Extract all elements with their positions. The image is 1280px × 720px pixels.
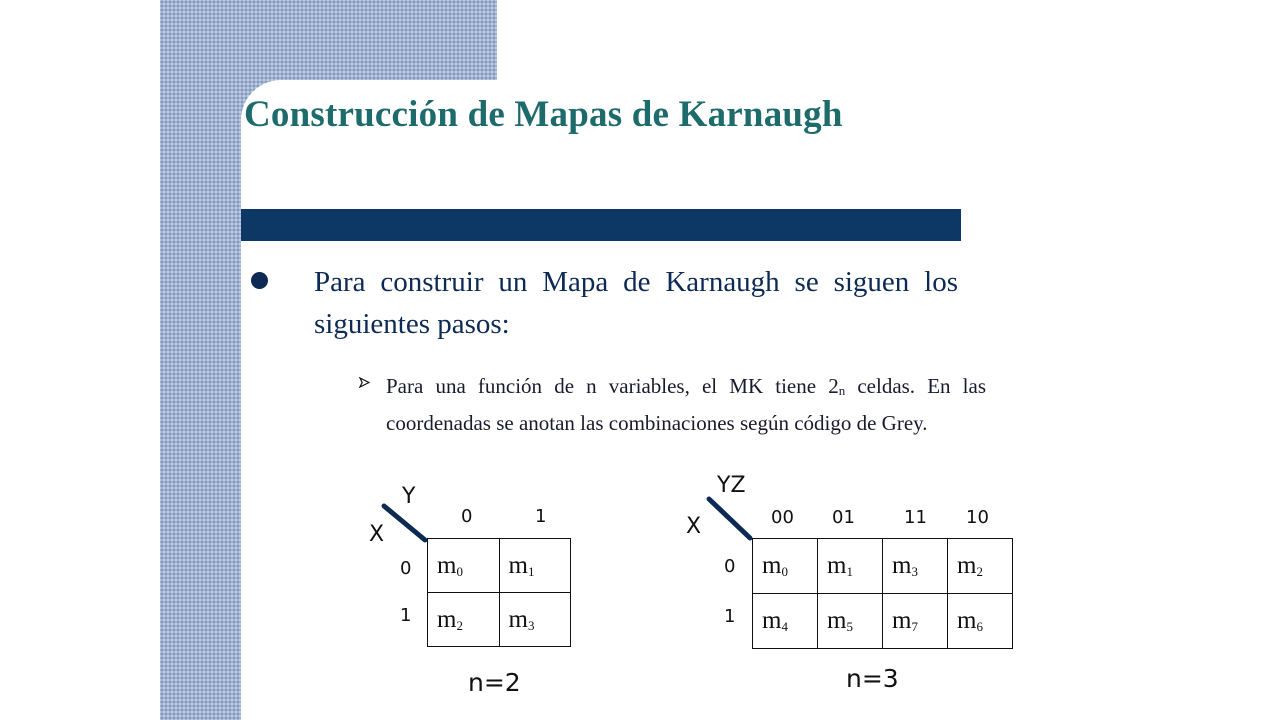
map3-col-header-1: 01 [832,507,855,528]
map2-caption: n=2 [468,668,521,697]
map3-cell [883,539,948,594]
cell-base: m [437,551,457,579]
map3-row-var: X [686,514,702,539]
map3-cell [948,594,1013,649]
map2-diagonal-divider [380,503,430,543]
map3-col-header-2: 11 [904,507,927,528]
map2-cell [428,539,500,593]
map3-row [753,539,1013,594]
bullet-dot-icon [251,272,268,289]
map3-row-header-0: 0 [724,556,736,577]
map2-row-header-1: 1 [400,605,412,626]
bullet-text: Para construir un Mapa de Karnaugh se siguen los siguientes pasos: [314,266,958,340]
map3-cell [753,594,818,649]
cell-base: m [508,551,528,579]
map2-row [428,539,571,593]
cell-index: 5 [846,619,853,634]
title-underline-bar [241,209,961,241]
cell-index: 1 [527,563,535,579]
sub-bullet-part1: Para una función de n variables, el MK tiene 2 [386,374,839,398]
karnaugh-map-3 [752,538,1013,649]
cell-index: 3 [911,564,918,579]
map2-cell [428,593,500,647]
slide-title: Construcción de Mapas de Karnaugh [244,94,843,135]
map3-diagonal-divider [705,496,755,542]
map2-col-header-1: 1 [535,506,547,527]
cell-base: m [437,605,457,633]
cell-base: m [508,605,528,633]
map3-cell [753,539,818,594]
map2-col-header-0: 0 [461,506,473,527]
cell-index: 2 [976,564,983,579]
sub-bullet-part2: celdas. En las coordenadas se anotan las combinaciones según código de Grey. [386,374,986,435]
map3-row [753,594,1013,649]
cell-base: m [827,607,847,634]
map3-col-header-0: 00 [771,507,794,528]
cell-index: 0 [781,564,788,579]
map2-cell [499,593,571,647]
map2-col-var: Y [402,484,416,509]
map3-col-header-3: 10 [966,507,989,528]
sub-bullet-subscript: n [838,383,846,398]
cell-index: 2 [456,617,463,633]
map2-row-var: X [369,522,385,547]
map3-col-var: YZ [717,473,746,498]
cell-index: 6 [976,619,983,634]
arrow-bullet-icon [359,377,370,388]
cell-base: m [827,552,847,579]
cell-index: 0 [456,563,463,579]
map3-cell [948,539,1013,594]
karnaugh-map-2 [427,538,571,647]
cell-base: m [892,552,912,579]
map2-row [428,593,571,647]
cell-index: 3 [527,617,535,633]
cell-index: 4 [781,619,788,634]
map2-cell [499,539,571,593]
map3-cell [818,539,883,594]
cell-base: m [957,552,977,579]
cell-base: m [762,607,782,634]
cell-index: 1 [846,564,853,579]
sub-bullet-text [386,370,986,440]
map3-row-header-1: 1 [724,606,736,627]
map2-row-header-0: 0 [400,558,412,579]
cell-index: 7 [911,619,918,634]
map3-cell [883,594,948,649]
cell-base: m [957,607,977,634]
cell-base: m [762,552,782,579]
cell-base: m [892,607,912,634]
map3-caption: n=3 [846,664,899,693]
map3-cell [818,594,883,649]
